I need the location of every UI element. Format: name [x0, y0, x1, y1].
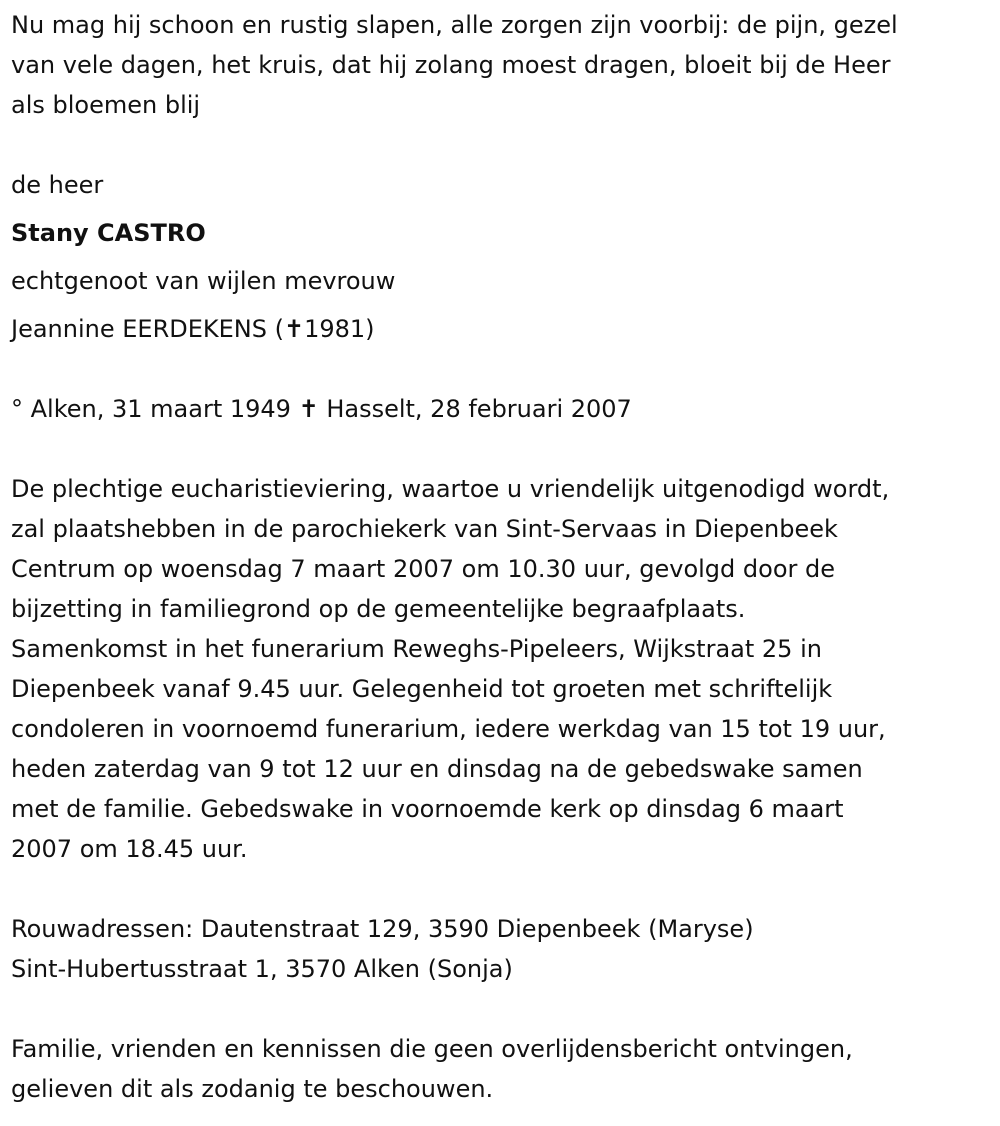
death-info: Hasselt, 28 februari 2007 [318, 395, 632, 423]
poem-line: van vele dagen, het kruis, dat hij zolang moest dragen, bloeit bij de Heer [11, 51, 891, 79]
ceremony-line: heden zaterdag van 9 tot 12 uur en dinsdag na de gebedswake samen [11, 755, 863, 783]
poem-line: als bloemen blij [11, 91, 201, 119]
poem-line: Nu mag hij schoon en rustig slapen, alle zorgen zijn voorbij: de pijn, gezel [11, 11, 898, 39]
closing-line: gelieven dit als zodanig te beschouwen. [11, 1075, 494, 1103]
ceremony-line: De plechtige eucharistieviering, waartoe u vriendelijk uitgenodigd wordt, [11, 475, 890, 503]
ceremony-line: 2007 om 18.45 uur. [11, 835, 248, 863]
spouse-name-line [11, 309, 375, 349]
address-line: Sint-Hubertusstraat 1, 3570 Alken (Sonja) [11, 955, 513, 983]
spouse-label: echtgenoot van wijlen mevrouw [11, 267, 396, 295]
cross-icon: ✝ [283, 315, 305, 343]
ceremony-line: Samenkomst in het funerarium Reweghs-Pipeleers, Wijkstraat 25 in [11, 635, 822, 663]
ceremony-line: zal plaatshebben in de parochiekerk van Sint-Servaas in Diepenbeek [11, 515, 838, 543]
deceased-name: Stany CASTRO [11, 219, 206, 247]
ceremony-line: Centrum op woensdag 7 maart 2007 om 10.30 uur, gevolgd door de [11, 555, 836, 583]
ceremony-line: condoleren in voornoemd funerarium, iedere werkdag van 15 tot 19 uur, [11, 715, 886, 743]
birth-info: ° Alken, 31 maart 1949 [11, 395, 299, 423]
address-line: Rouwadressen: Dautenstraat 129, 3590 Diepenbeek (Maryse) [11, 915, 754, 943]
ceremony-line: Diepenbeek vanaf 9.45 uur. Gelegenheid tot groeten met schriftelijk [11, 675, 833, 703]
cross-icon: ✝ [298, 395, 319, 423]
title-prefix: de heer [11, 171, 104, 199]
spouse-death-year: 1981) [304, 315, 375, 343]
closing-line: Familie, vrienden en kennissen die geen overlijdensbericht ontvingen, [11, 1035, 853, 1063]
spouse-name: Jeannine EERDEKENS ( [11, 315, 284, 343]
life-dates [11, 389, 632, 429]
ceremony-line: bijzetting in familiegrond op de gemeentelijke begraafplaats. [11, 595, 746, 623]
ceremony-line: met de familie. Gebedswake in voornoemde kerk op dinsdag 6 maart [11, 795, 844, 823]
